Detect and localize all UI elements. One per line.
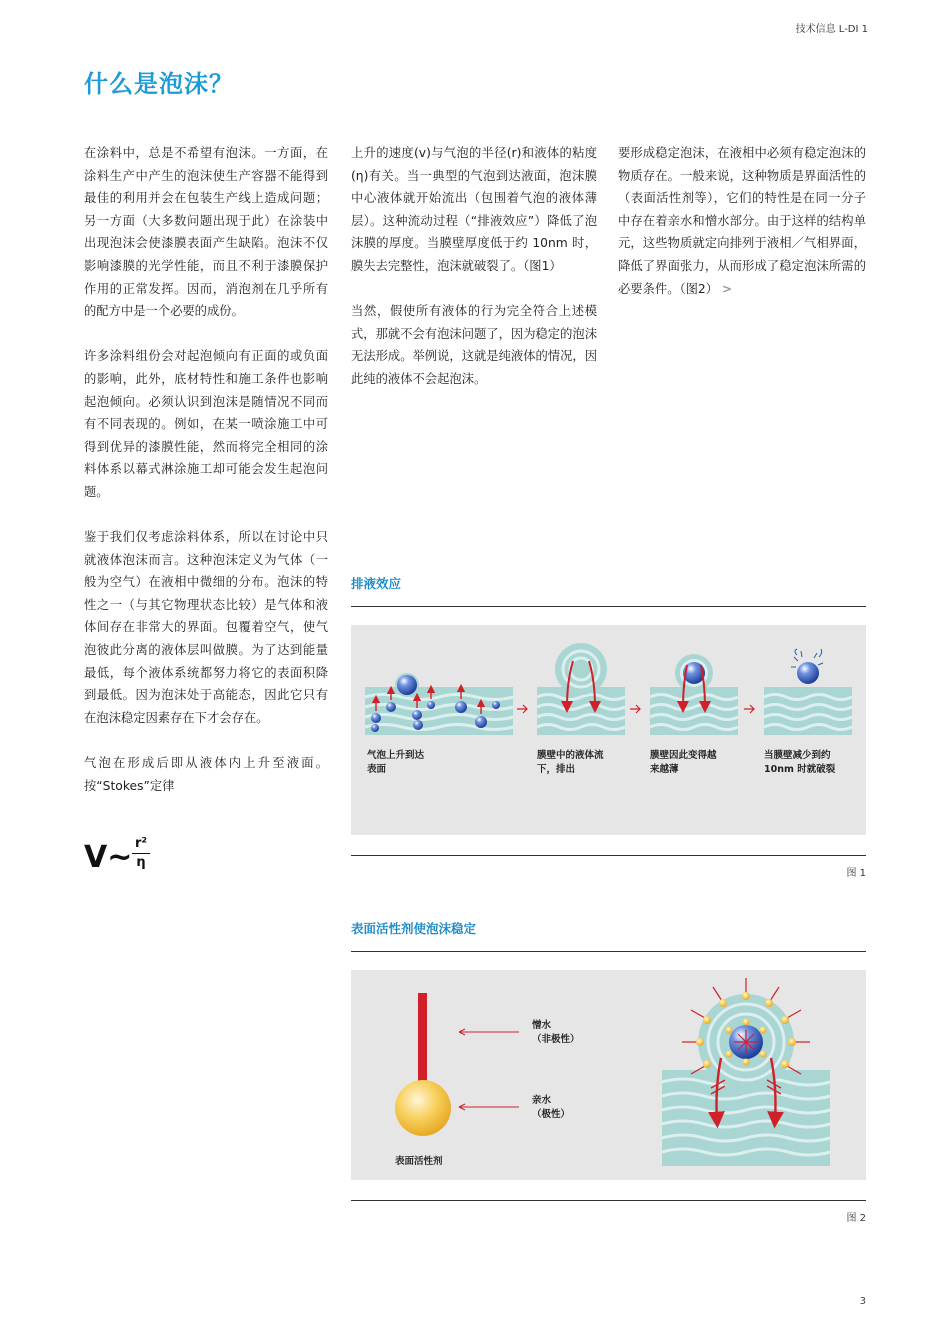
figure2-bottom-rule bbox=[351, 1200, 866, 1201]
formula-lhs: V~ bbox=[84, 840, 133, 875]
figure1-top-rule bbox=[351, 606, 866, 607]
formula-numerator: r² bbox=[134, 836, 148, 851]
figure2-title: 表面活性剂使泡沫稳定 bbox=[351, 921, 477, 936]
figure1-caption-4: 当膜壁减少到约 10nm 时就破裂 bbox=[764, 750, 836, 775]
formula-denominator: η bbox=[136, 855, 146, 870]
stage4-bubble-burst bbox=[764, 649, 852, 735]
figure1-panel bbox=[351, 625, 866, 835]
formula-fraction bbox=[132, 836, 150, 871]
text-column-3 bbox=[618, 142, 866, 323]
fraction-bar bbox=[132, 853, 150, 854]
figure1-label: 图 1 bbox=[846, 868, 866, 879]
paragraph: 在涂料中，总是不希望有泡沫。一方面，在涂料生产中产生的泡沫使生产容器不能得到最佳的利用并会在包装生产线上造成问题；另一方面（大多数问题出现于此）在涂装中出现泡沫会使漆膜表面产生缺陷。泡沫不仅影响漆膜的光学性能，而且不利于漆膜保护作用的正常发挥。因而，消泡剂在几乎所有的配方中是一个必要的成份。 bbox=[84, 146, 328, 319]
paragraph: 许多涂料组份会对起泡倾向有正面的或负面的影响，此外，底材特性和施工条件也影响起泡倾向。必须认识到泡沫是随情况不同而有不同表现的。例如，在某一喷涂施工中可得到优异的漆膜性能，然而将完全相同的涂料体系以幕式淋涂施工却可能会发生起泡问题。 bbox=[84, 349, 328, 499]
text-column-2 bbox=[351, 142, 597, 413]
hydrophilic-label: 亲水 （极性） bbox=[532, 1095, 571, 1120]
figure2-top-rule bbox=[351, 951, 866, 952]
figure2-panel bbox=[351, 970, 866, 1180]
label-pointer-arrows bbox=[459, 1029, 519, 1110]
text-column-1 bbox=[84, 142, 328, 797]
paragraph bbox=[618, 142, 866, 300]
paragraph: 气泡在形成后即从液体内上升至液面。按“Stokes”定律 bbox=[84, 756, 328, 793]
page-title: 什么是泡沫？ bbox=[84, 70, 234, 98]
paragraph: 当然，假使所有液体的行为完全符合上述模式，那就不会有泡沫问题了，因为稳定的泡沫无法形成。举例说，这就是纯液体的情况，因此纯的液体不会起泡沫。 bbox=[351, 304, 597, 386]
surfactant-molecule bbox=[395, 993, 451, 1136]
figure2-label: 图 2 bbox=[846, 1213, 866, 1224]
figure1-caption-1: 气泡上升到达 表面 bbox=[367, 750, 425, 775]
stabilized-foam bbox=[662, 978, 830, 1166]
document-reference: 技术信息 L-DI 1 bbox=[795, 24, 868, 35]
stage3-thinning-film bbox=[650, 654, 738, 735]
paragraph-text: 要形成稳定泡沫，在液相中必须有稳定泡沫的物质存在。一般来说，这种物质是界面活性的（表面活性剂等），它们的特性是在同一分子中存在着亲水和憎水部分。由于这样的结构单元，这些物质就定向排列于液相／气相界面，降低了界面张力，从而形成了稳定泡沫所需的必要条件。（图2） bbox=[618, 146, 866, 296]
continue-arrow-icon: > bbox=[721, 281, 733, 296]
surfactant-illustration bbox=[351, 970, 866, 1180]
paragraph: 上升的速度(v)与气泡的半径(r)和液体的粘度(η)有关。当一典型的气泡到达液面，泡沫膜中心液体就开始流出（包围着气泡的液体薄层）。这种流动过程（“排液效应”）降低了泡沫膜的厚度。当膜壁厚度低于约 10nm 时，膜失去完整性，泡沫就破裂了。（图1） bbox=[351, 146, 597, 273]
figure1-caption-3: 膜壁因此变得越 来越薄 bbox=[650, 750, 717, 775]
drainage-illustration bbox=[351, 625, 866, 835]
paragraph: 鉴于我们仅考虑涂料体系，所以在讨论中只就液体泡沫而言。这种泡沫定义为气体（一般为空气）在液相中微细的分布。泡沫的特性之一（与其它物理状态比较）是气体和液体间存在非常大的界面。包覆着空气，使气泡彼此分离的液体层叫做膜。为了达到能量最低，每个液体系统都努力将它的表面积降到最低。因为泡沫处于高能态，因此它只有在泡沫稳定因素存在下才会存在。 bbox=[84, 530, 328, 725]
surfactant-label: 表面活性剂 bbox=[395, 1156, 443, 1167]
figure1-title: 排液效应 bbox=[351, 576, 402, 591]
page-number: 3 bbox=[859, 1296, 866, 1307]
hydrophobic-label: 憎水 （非极性） bbox=[532, 1020, 580, 1045]
figure1-caption-2: 膜壁中的液体流 下，排出 bbox=[537, 750, 604, 775]
figure1-bottom-rule bbox=[351, 855, 866, 856]
stage2-film-drainage bbox=[537, 643, 625, 735]
